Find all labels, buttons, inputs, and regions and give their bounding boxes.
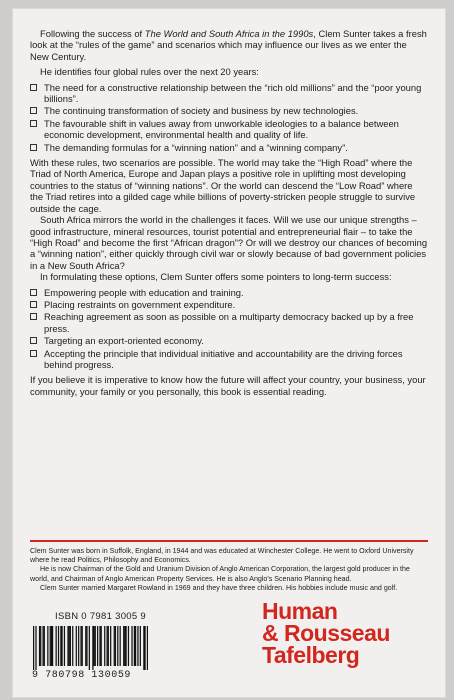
barcode-bar bbox=[137, 626, 138, 666]
checkbox-bullet-icon bbox=[30, 301, 37, 308]
checkbox-bullet-icon bbox=[30, 120, 37, 127]
barcode bbox=[33, 626, 148, 670]
barcode-bar bbox=[70, 626, 71, 666]
checkbox-bullet-icon bbox=[30, 107, 37, 114]
barcode-bar bbox=[64, 626, 65, 666]
pointers-list bbox=[30, 287, 428, 371]
barcode-bar bbox=[60, 626, 61, 666]
barcode-bar bbox=[95, 626, 96, 666]
barcode-bar bbox=[114, 626, 115, 666]
barcode-bar bbox=[56, 626, 57, 666]
list-item bbox=[30, 299, 428, 310]
intro-text: Following the success of bbox=[40, 28, 145, 39]
checkbox-bullet-icon bbox=[30, 84, 37, 91]
list-item bbox=[30, 287, 428, 298]
barcode-bar bbox=[51, 626, 52, 666]
scenarios-paragraph: With these rules, two scenarios are possible. The world may take the “High Road” where the Triad of North America, Europe and Japan plays a positive role in uplifting most developing countries to the status of “winning nations”. Or the world can descend the “Low Road” where the Triad retires into a gilded cage while billions of poverty-stricken people struggle to survive outside the cage. bbox=[30, 157, 416, 214]
checkbox-bullet-icon bbox=[30, 144, 37, 151]
barcode-bar bbox=[140, 626, 141, 666]
barcode-bar bbox=[85, 626, 86, 666]
list-item bbox=[30, 142, 428, 153]
barcode-bar bbox=[86, 626, 87, 666]
barcode-bar bbox=[40, 626, 41, 666]
rules-lead: He identifies four global rules over the next 20 years: bbox=[40, 66, 259, 78]
checkbox-bullet-icon bbox=[30, 337, 37, 344]
barcode-bar bbox=[58, 626, 59, 666]
barcode-bar bbox=[108, 626, 109, 666]
rule-text: The need for a constructive relationship between the “rich old millions” and the “poor young billions”. bbox=[44, 81, 422, 105]
publisher-logo bbox=[262, 600, 390, 666]
barcode-bar bbox=[104, 626, 105, 666]
barcode-bar bbox=[134, 626, 135, 666]
checkbox-bullet-icon bbox=[30, 350, 37, 357]
barcode-bar bbox=[67, 626, 68, 666]
barcode-bar bbox=[72, 626, 73, 666]
barcode-bar bbox=[35, 626, 36, 670]
barcode-bar bbox=[92, 626, 93, 670]
barcode-bar bbox=[97, 626, 98, 666]
checkbox-bullet-icon bbox=[30, 289, 37, 296]
closing-paragraph: If you believe it is imperative to know how the future will affect your country, your business, your community, your family or you personally, this book is essential reading. bbox=[30, 374, 426, 397]
author-bio bbox=[30, 547, 428, 593]
barcode-bar bbox=[76, 626, 77, 666]
barcode-bar bbox=[107, 626, 108, 666]
bio-paragraph: Clem Sunter married Margaret Rowland in 1969 and they have three children. His hobbies include music and golf. bbox=[40, 583, 398, 592]
rule-text: The demanding formulas for a “winning nation” and a “winning company”. bbox=[44, 141, 348, 153]
bio-paragraph: Clem Sunter was born in Suffolk, England, in 1944 and was educated at Winchester College. He went to Oxford University where he read Politics, Philosophy and Economics. bbox=[30, 547, 414, 565]
barcode-bar bbox=[120, 626, 121, 666]
ean-number: 9 780798 130059 bbox=[32, 670, 132, 681]
barcode-bar bbox=[47, 626, 48, 666]
isbn-label: ISBN 0 7981 3005 9 bbox=[55, 611, 146, 622]
publisher-line: Tafelberg bbox=[262, 642, 360, 668]
barcode-bar bbox=[101, 626, 102, 666]
list-item bbox=[30, 348, 428, 371]
barcode-bar bbox=[117, 626, 118, 666]
barcode-bar bbox=[144, 626, 145, 670]
red-divider bbox=[30, 540, 428, 542]
list-item bbox=[30, 335, 428, 346]
barcode-bar bbox=[78, 626, 79, 666]
barcode-bar bbox=[80, 626, 81, 666]
barcode-bar bbox=[42, 626, 43, 666]
rule-text: The favourable shift in values away from unworkable ideologies to a balance between economic development, environmental health and quality of life. bbox=[44, 117, 399, 141]
south-africa-paragraph: South Africa mirrors the world in the challenges it faces. Will we use our unique strengths – good infrastructure, mineral resources, tourist potential and entrepreneurial flair – to take the “High Road” and become the first “African dragon”? Or will we destroy our chances of becoming a “winning nation”, either quickly through civil war or slowly because of bad government policies in a New South Africa? bbox=[30, 214, 428, 271]
barcode-bar bbox=[82, 626, 83, 666]
barcode-bar bbox=[131, 626, 132, 666]
barcode-bar bbox=[125, 626, 126, 666]
barcode-bar bbox=[52, 626, 53, 666]
barcode-bar bbox=[123, 626, 124, 666]
list-item bbox=[30, 82, 428, 105]
list-item bbox=[30, 105, 428, 116]
book-title-reference: The World and South Africa in the 1990s bbox=[144, 28, 314, 39]
publisher-line: Human bbox=[262, 598, 338, 624]
pointer-text: Placing restraints on government expenditure. bbox=[44, 298, 236, 310]
publisher-line: & Rousseau bbox=[262, 620, 390, 646]
checkbox-bullet-icon bbox=[30, 313, 37, 320]
barcode-bar bbox=[124, 626, 125, 666]
pointers-lead: In formulating these options, Clem Sunter offers some pointers to long-term success: bbox=[40, 271, 392, 283]
barcode-bar bbox=[33, 626, 34, 670]
pointer-text: Reaching agreement as soon as possible on a multiparty democracy backed up by a free press. bbox=[44, 311, 414, 334]
barcode-bar bbox=[50, 626, 51, 666]
barcode-bar bbox=[44, 626, 45, 666]
blurb bbox=[30, 28, 428, 397]
bio-paragraph: He is now Chairman of the Gold and Uranium Division of Anglo American Corporation, the largest gold producer in the world, and Chairman of Anglo American Property Services. He is also Anglo's Scenario Planning head. bbox=[30, 565, 410, 583]
barcode-bar bbox=[147, 626, 148, 670]
barcode-bar bbox=[135, 626, 136, 666]
rule-text: The continuing transformation of society and business by new technologies. bbox=[44, 105, 359, 117]
intro-text-cont: , Clem Sunter takes a fresh look at the “rules of the game” and scenarios which may influence our lives as we enter the New Century. bbox=[30, 28, 427, 62]
list-item bbox=[30, 118, 428, 141]
pointer-text: Accepting the principle that individual initiative and accountability are the driving forces behind progress. bbox=[44, 347, 403, 370]
barcode-bar bbox=[115, 626, 116, 666]
pointer-text: Empowering people with education and training. bbox=[44, 286, 244, 298]
barcode-bar bbox=[39, 626, 40, 666]
barcode-bar bbox=[128, 626, 129, 666]
barcode-bar bbox=[99, 626, 100, 666]
rules-list bbox=[30, 82, 428, 153]
barcode-bar bbox=[110, 626, 111, 666]
list-item bbox=[30, 311, 428, 334]
barcode-bar bbox=[93, 626, 94, 666]
pointer-text: Targeting an export-oriented economy. bbox=[44, 335, 204, 347]
barcode-bar bbox=[89, 626, 90, 670]
intro-paragraph bbox=[30, 28, 428, 62]
barcode-bar bbox=[143, 626, 144, 670]
barcode-bar bbox=[61, 626, 62, 666]
barcode-bar bbox=[69, 626, 70, 666]
